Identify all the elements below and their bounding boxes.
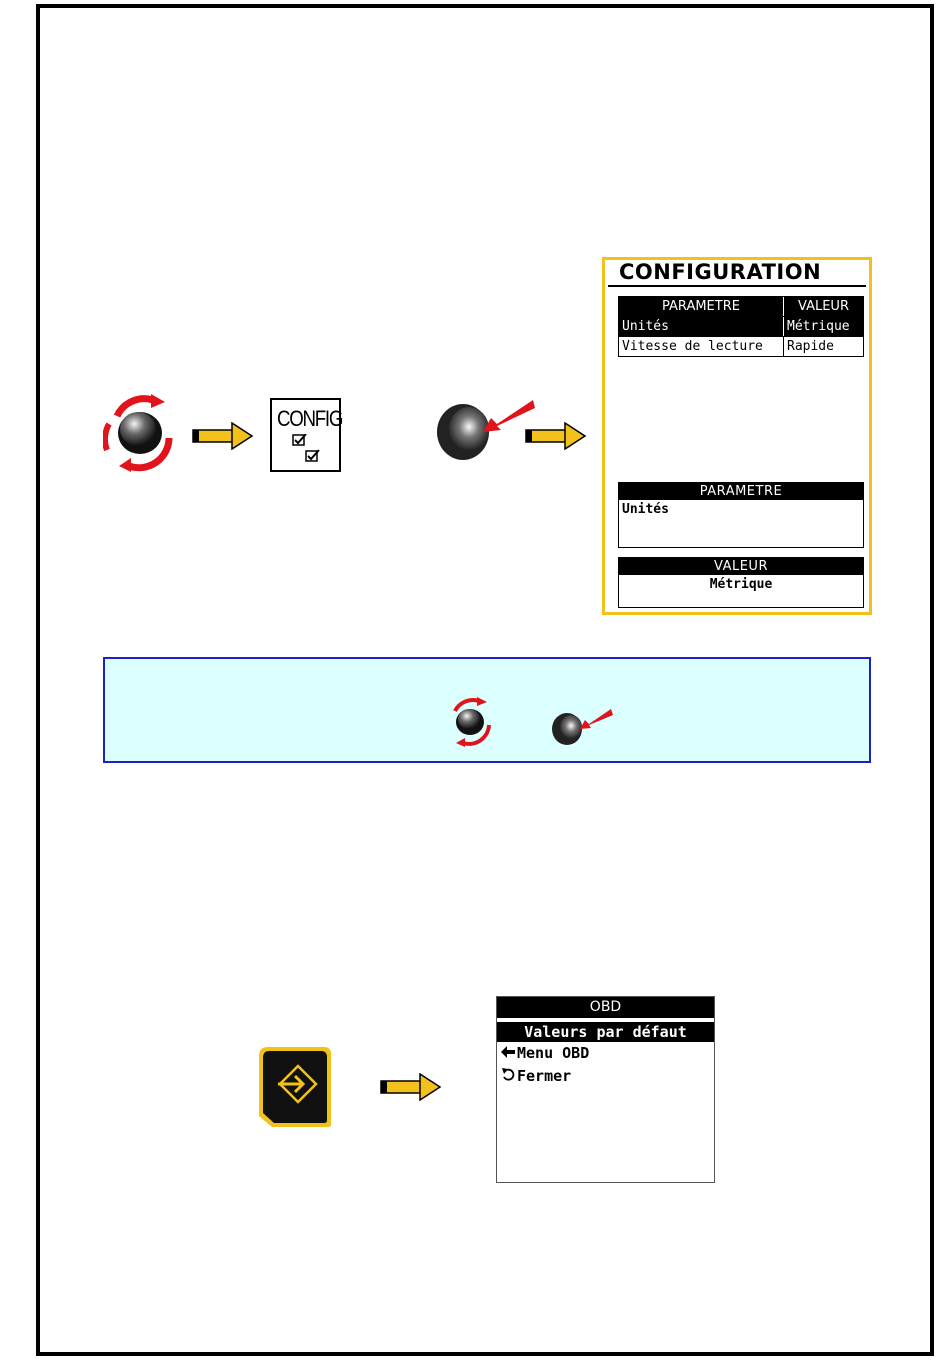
menu-item-label: Fermer bbox=[517, 1067, 572, 1085]
configuration-screen bbox=[602, 257, 872, 615]
rotate-knob-icon bbox=[445, 697, 497, 747]
table-row[interactable] bbox=[619, 316, 863, 336]
parameter-box bbox=[618, 482, 864, 548]
parameter-box-value: Unités bbox=[622, 502, 669, 517]
value-cell: Métrique bbox=[787, 319, 850, 334]
rotate-knob-icon bbox=[103, 394, 177, 472]
menu-item-menu-obd[interactable] bbox=[497, 1042, 714, 1065]
value-cell: Rapide bbox=[787, 339, 834, 354]
value-box bbox=[618, 557, 864, 608]
obd-subtitle: Valeurs par défaut bbox=[497, 1022, 714, 1042]
parameter-box-header: PARAMETRE bbox=[619, 483, 863, 500]
next-arrow-icon bbox=[192, 422, 254, 450]
next-arrow-icon bbox=[380, 1073, 442, 1101]
column-header: PARAMETRE bbox=[619, 297, 784, 316]
push-knob-icon bbox=[551, 707, 613, 747]
title-divider bbox=[608, 285, 866, 287]
next-arrow-icon bbox=[525, 422, 587, 450]
value-box-header: VALEUR bbox=[619, 558, 863, 575]
enter-key-icon bbox=[258, 1046, 332, 1128]
parameter-table bbox=[618, 296, 864, 357]
param-cell: Unités bbox=[619, 317, 784, 336]
value-box-value: Métrique bbox=[709, 577, 773, 592]
table-row[interactable] bbox=[619, 336, 863, 356]
config-menu-icon bbox=[270, 398, 341, 472]
back-arrow-icon bbox=[501, 1042, 517, 1065]
push-knob-icon bbox=[435, 396, 535, 462]
config-icon-label: CONFIG bbox=[277, 406, 343, 431]
param-cell: Vitesse de lecture bbox=[619, 337, 784, 356]
menu-item-fermer[interactable] bbox=[497, 1065, 714, 1088]
table-header bbox=[619, 297, 863, 316]
info-banner bbox=[103, 657, 871, 763]
column-header: VALEUR bbox=[798, 299, 849, 314]
undo-icon bbox=[501, 1065, 517, 1088]
obd-header: OBD bbox=[497, 997, 714, 1018]
menu-item-label: Menu OBD bbox=[517, 1044, 590, 1062]
obd-screen bbox=[496, 996, 715, 1183]
checkbox-icon bbox=[292, 434, 324, 466]
screen-title: CONFIGURATION bbox=[619, 260, 822, 284]
